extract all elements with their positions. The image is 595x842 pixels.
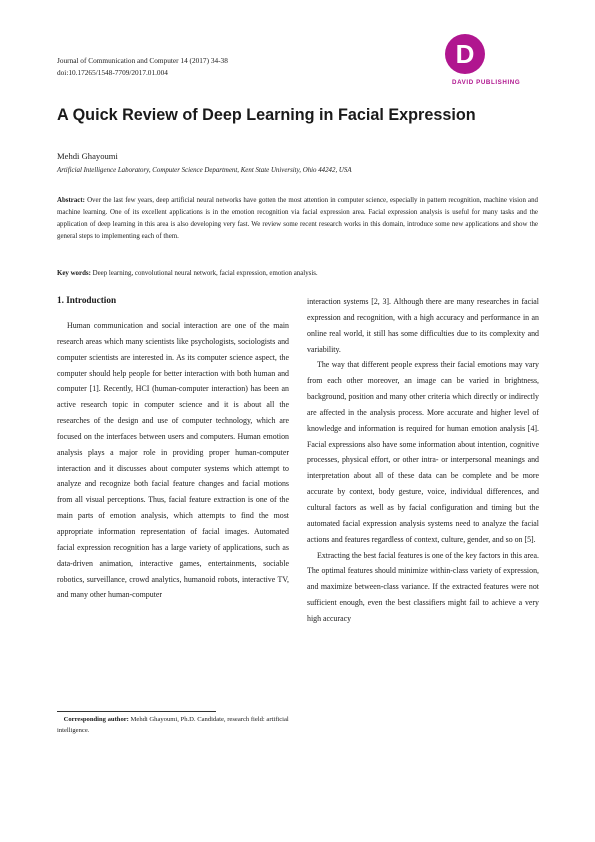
body-column-right <box>307 294 539 627</box>
keywords-label: Key words: <box>57 270 91 277</box>
body-column-left <box>57 318 289 603</box>
logo-letter: D <box>455 39 475 69</box>
footnote-divider <box>57 711 216 712</box>
paragraph: Human communication and social interaction are one of the main research areas which many scientists like psychologists, sociologists and computer scientists are interested in. As its computer science aspect, the computer should help people for better interaction with both human and computer [1]. Recently, HCI (human-computer interaction) has been an active research topic in computer science and it is about all the researches of the design and use of computer technology, which are focused on the interfaces between users and computers. Human emotion analysis plays a major role in providing proper human-computer interaction and it discusses about computer systems which attempt to analyze and recognize both facial feature changes and facial motions from all visual perceptions. Thus, facial feature extraction is one of the main parts of emotion analysis, which attempts to find the most appropriate information representation of facial images. Automated facial expression recognition has a large variety of applications, such as data-driven animation, interactive games, entertainments, sociable robotics, surveillance, crowd analytics, humanoid robots, interactive TV, and many other human-computer <box>57 321 289 600</box>
paragraph: interaction systems [2, 3]. Although there are many researches in facial expression and recognition, with a high accuracy and performance in an online real world, it still has some difficulties due to its complexity and variability. <box>307 297 539 354</box>
paragraph: The way that different people express their facial emotions may vary from each other moreover, an image can be varied in brightness, background, position and many other criteria which directly or indirectly are affected in the analysis process. More accurate and higher level of knowledge and information is required for human emotion analysis [4]. Facial expressions also have some information about intention, cognitive processes, physical effort, or other intra- or interpersonal meanings and interpretation about all of these data can be complete and be more accurate by context, body gesture, voice, individual differences, and cultural factors as well as by facial configuration and timing but the automated facial expression analysis systems need to analyze the facial actions and features regardless of context, culture, gender, and so on [5]. <box>307 360 539 544</box>
paragraph: Extracting the best facial features is one of the key factors in this area. The optimal features should minimize within-class variety of expression, and maximize between-class variance. If the extracted features were not sufficient enough, even the best classifiers might fail to achieve a very high accuracy <box>307 550 539 623</box>
section-heading: 1. Introduction <box>57 295 117 305</box>
publisher-name: DAVID PUBLISHING <box>452 79 521 86</box>
abstract-text: Over the last few years, deep artificial neural networks have gotten the most attention in computer science, especially in pattern recognition, machine vision and machine learning. One of its excellent applications is in the emotion recognition via facial expression area. Facial expression analysis is useful for many tasks and the application of deep learning in this area is also developing very fast. We review some recent research works in this domain, introduce some new applications and show the general steps to implementing each of them. <box>57 197 538 241</box>
journal-line: Journal of Communication and Computer 14 (2017) 34-38 <box>57 56 228 65</box>
abstract <box>57 195 538 243</box>
keywords <box>57 268 538 280</box>
journal-citation <box>57 55 228 79</box>
footnote <box>57 715 297 736</box>
footnote-text: Mehdi Ghayoumi, Ph.D. Candidate, research field: artificial intelligence. <box>57 716 289 734</box>
author-name: Mehdi Ghayoumi <box>57 151 118 161</box>
keywords-text: Deep learning, convolutional neural network, facial expression, emotion analysis. <box>92 270 318 277</box>
abstract-label: Abstract: <box>57 197 85 204</box>
doi-line: doi:10.17265/1548-7709/2017.01.004 <box>57 68 168 77</box>
footnote-label: Corresponding author: <box>63 716 129 723</box>
author-affiliation: Artificial Intelligence Laboratory, Computer Science Department, Kent State University, Ohio 44242, USA <box>57 167 352 174</box>
paper-title: A Quick Review of Deep Learning in Facial Expression <box>57 106 476 124</box>
